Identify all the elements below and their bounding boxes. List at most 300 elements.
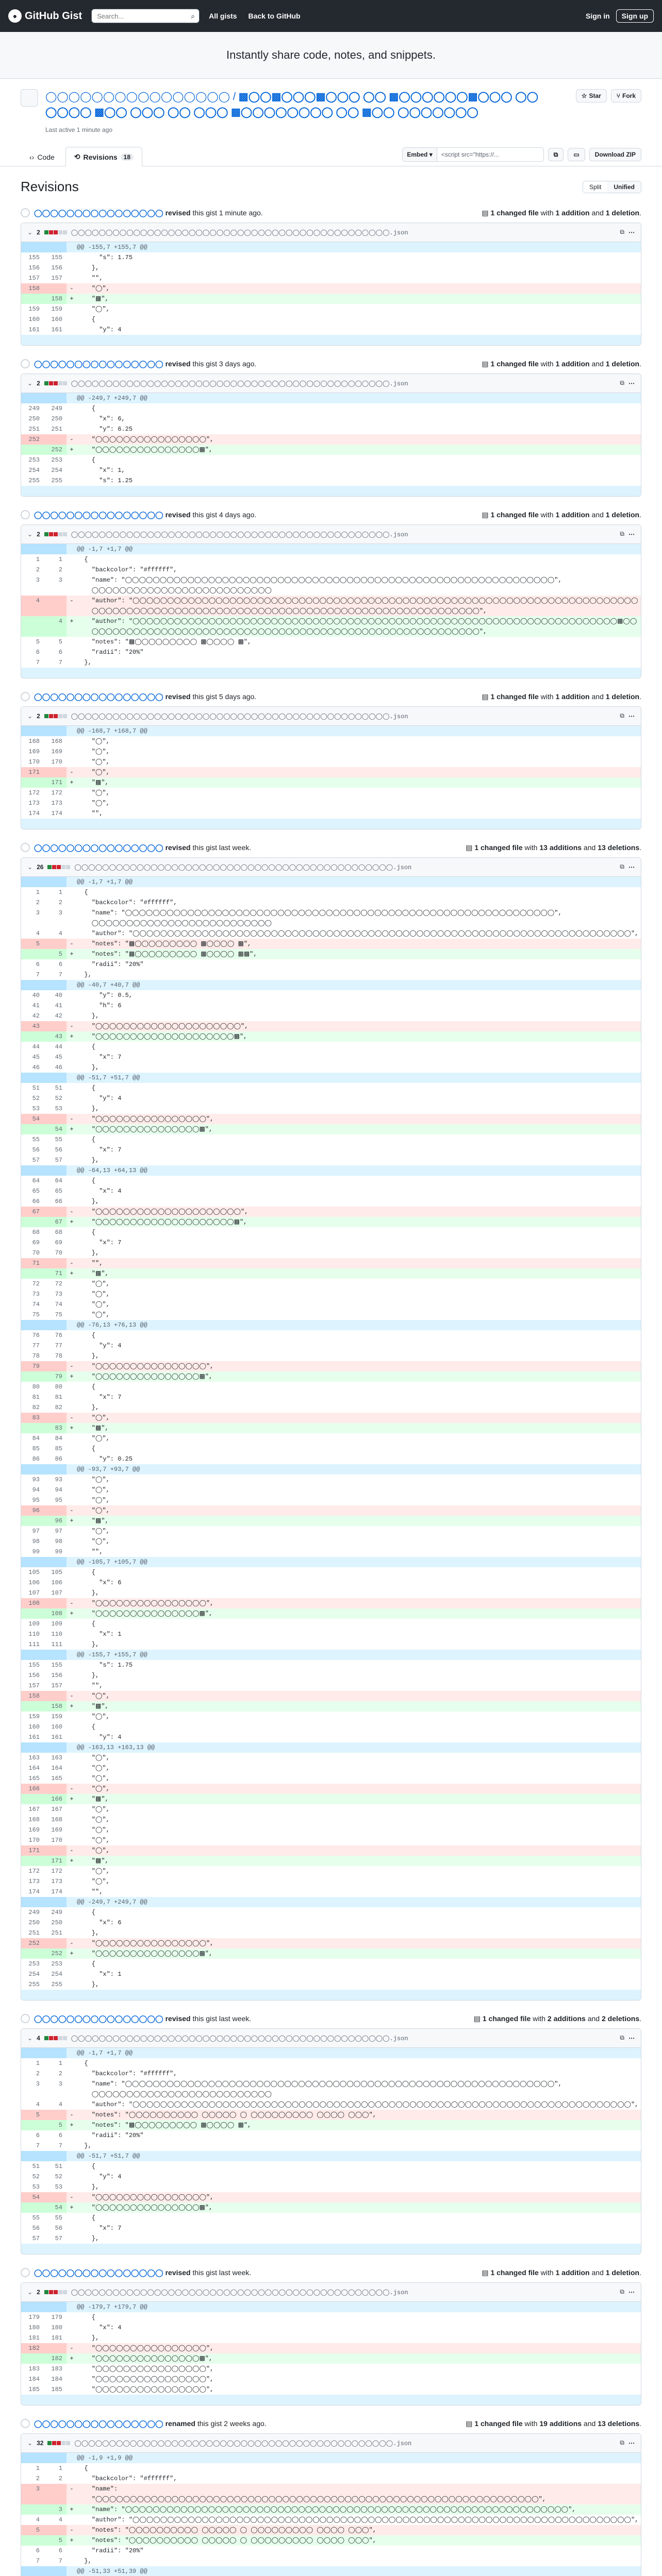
new-line-number[interactable]: 2 xyxy=(58,2070,62,2077)
hunk-header[interactable] xyxy=(21,1557,641,1567)
old-line-number[interactable] xyxy=(21,2120,44,2130)
new-line-number[interactable]: 66 xyxy=(55,1198,62,1205)
old-line-number[interactable]: 3 xyxy=(36,577,40,584)
old-line-number[interactable]: 6 xyxy=(36,2547,40,2554)
old-line-number[interactable]: 155 xyxy=(28,1662,40,1669)
new-line-number[interactable] xyxy=(44,2302,67,2312)
old-line-number[interactable]: 157 xyxy=(28,1682,40,1689)
new-line-number[interactable]: 2 xyxy=(58,899,62,906)
new-line-number[interactable]: 67 xyxy=(44,1217,67,1227)
old-line-number[interactable]: 158 xyxy=(21,1691,44,1701)
old-line-number[interactable] xyxy=(21,606,44,616)
old-line-number[interactable]: 3 xyxy=(36,2080,40,2088)
new-line-number[interactable]: 252 xyxy=(44,445,67,455)
old-line-number[interactable] xyxy=(21,1516,44,1526)
copy-path-icon[interactable]: ⧉ xyxy=(620,2439,624,2447)
new-line-number[interactable]: 40 xyxy=(55,992,62,999)
new-line-number[interactable]: 75 xyxy=(55,1311,62,1318)
new-line-number[interactable]: 250 xyxy=(51,1919,62,1926)
old-line-number[interactable]: 253 xyxy=(28,1960,40,1968)
search-box[interactable] xyxy=(91,9,200,23)
old-line-number[interactable] xyxy=(21,2048,44,2058)
new-line-number[interactable] xyxy=(44,434,67,445)
old-line-number[interactable]: 156 xyxy=(28,264,40,272)
new-line-number[interactable]: 159 xyxy=(51,306,62,313)
old-line-number[interactable]: 171 xyxy=(21,767,44,777)
old-line-number[interactable]: 255 xyxy=(28,1981,40,1988)
new-line-number[interactable]: 44 xyxy=(55,1043,62,1050)
old-line-number[interactable]: 94 xyxy=(32,1486,40,1494)
old-line-number[interactable]: 107 xyxy=(28,1589,40,1597)
new-line-number[interactable] xyxy=(44,939,67,949)
new-line-number[interactable]: 108 xyxy=(44,1608,67,1619)
new-line-number[interactable]: 106 xyxy=(51,1579,62,1586)
new-line-number[interactable]: 173 xyxy=(51,800,62,807)
old-line-number[interactable]: 174 xyxy=(28,810,40,817)
new-line-number[interactable] xyxy=(44,726,67,736)
old-line-number[interactable] xyxy=(21,2151,44,2161)
old-line-number[interactable]: 254 xyxy=(28,467,40,474)
old-line-number[interactable]: 4 xyxy=(21,596,44,606)
new-line-number[interactable]: 172 xyxy=(51,1868,62,1875)
old-line-number[interactable] xyxy=(21,1165,44,1176)
new-line-number[interactable] xyxy=(44,1505,67,1516)
expand-lines[interactable] xyxy=(21,819,641,829)
old-line-number[interactable] xyxy=(21,777,44,788)
new-line-number[interactable]: 5 xyxy=(44,949,67,959)
old-line-number[interactable]: 54 xyxy=(21,1114,44,1124)
embed-select[interactable]: Embed ▾ xyxy=(403,148,437,161)
old-line-number[interactable]: 54 xyxy=(21,2192,44,2202)
new-line-number[interactable] xyxy=(44,1258,67,1268)
new-line-number[interactable]: 249 xyxy=(51,405,62,412)
chevron-down-icon[interactable]: ⌄ xyxy=(27,380,33,387)
new-line-number[interactable]: 255 xyxy=(51,1981,62,1988)
new-line-number[interactable] xyxy=(44,626,67,637)
hunk-header[interactable] xyxy=(21,877,641,887)
new-line-number[interactable]: 74 xyxy=(55,1301,62,1308)
new-line-number[interactable]: 2 xyxy=(58,2475,62,2482)
old-line-number[interactable]: 1 xyxy=(36,889,40,896)
old-line-number[interactable]: 95 xyxy=(32,1497,40,1504)
old-line-number[interactable] xyxy=(21,2089,44,2099)
old-line-number[interactable]: 64 xyxy=(32,1177,40,1184)
old-line-number[interactable]: 161 xyxy=(28,1734,40,1741)
new-line-number[interactable] xyxy=(44,1073,67,1083)
new-line-number[interactable]: 169 xyxy=(51,748,62,755)
revision-author[interactable]: ◯◯◯◯◯◯◯◯◯◯◯◯◯◯◯◯ xyxy=(34,359,163,368)
old-line-number[interactable]: 76 xyxy=(32,1332,40,1339)
new-line-number[interactable]: 254 xyxy=(51,467,62,474)
new-line-number[interactable] xyxy=(44,283,67,294)
tab-revisions[interactable] xyxy=(65,147,142,166)
old-line-number[interactable] xyxy=(21,1742,44,1753)
new-line-number[interactable] xyxy=(44,596,67,606)
old-line-number[interactable]: 70 xyxy=(32,1249,40,1257)
hunk-header[interactable] xyxy=(21,393,641,403)
new-line-number[interactable] xyxy=(44,1207,67,1217)
new-line-number[interactable]: 111 xyxy=(51,1641,62,1648)
old-line-number[interactable] xyxy=(21,1701,44,1711)
old-line-number[interactable] xyxy=(21,393,44,403)
old-line-number[interactable]: 78 xyxy=(32,1352,40,1360)
new-line-number[interactable] xyxy=(44,1650,67,1660)
new-line-number[interactable]: 6 xyxy=(58,649,62,656)
new-line-number[interactable]: 5 xyxy=(44,2535,67,2546)
old-line-number[interactable]: 57 xyxy=(32,1157,40,1164)
old-line-number[interactable]: 252 xyxy=(21,434,44,445)
copy-path-icon[interactable]: ⧉ xyxy=(620,531,624,538)
hunk-header[interactable] xyxy=(21,2566,641,2576)
search-icon[interactable]: ⌕ xyxy=(191,11,195,20)
split-button[interactable]: Split xyxy=(589,183,602,191)
old-line-number[interactable]: 251 xyxy=(28,426,40,433)
kebab-icon[interactable]: ⋯ xyxy=(628,380,635,387)
old-line-number[interactable] xyxy=(21,544,44,554)
new-line-number[interactable]: 251 xyxy=(51,1929,62,1937)
revision-author[interactable]: ◯◯◯◯◯◯◯◯◯◯◯◯◯◯◯◯ xyxy=(34,2268,163,2277)
old-line-number[interactable]: 155 xyxy=(28,254,40,261)
new-line-number[interactable] xyxy=(44,1897,67,1907)
new-line-number[interactable] xyxy=(44,2525,67,2535)
old-line-number[interactable]: 72 xyxy=(32,1280,40,1287)
copy-path-icon[interactable]: ⧉ xyxy=(620,229,624,236)
new-line-number[interactable] xyxy=(44,767,67,777)
old-line-number[interactable]: 2 xyxy=(36,566,40,573)
new-line-number[interactable] xyxy=(44,2110,67,2120)
new-line-number[interactable]: 77 xyxy=(55,1342,62,1349)
hunk-header[interactable] xyxy=(21,2151,641,2161)
new-line-number[interactable]: 78 xyxy=(55,1352,62,1360)
hunk-header[interactable] xyxy=(21,1464,641,1475)
new-line-number[interactable]: 185 xyxy=(51,2386,62,2393)
new-line-number[interactable]: 6 xyxy=(58,2132,62,2139)
old-line-number[interactable]: 65 xyxy=(32,1188,40,1195)
old-line-number[interactable]: 184 xyxy=(28,2376,40,2383)
new-line-number[interactable]: 174 xyxy=(51,810,62,817)
new-line-number[interactable]: 72 xyxy=(55,1280,62,1287)
new-line-number[interactable]: 159 xyxy=(51,1713,62,1720)
file-path[interactable]: ◯◯◯◯◯◯◯◯◯◯◯◯◯◯◯◯◯◯◯◯◯◯◯◯◯◯◯◯◯◯◯◯◯◯◯◯◯◯◯◯◯◯◯◯◯◯.json xyxy=(71,229,408,236)
new-line-number[interactable]: 7 xyxy=(58,2142,62,2149)
old-line-number[interactable]: 111 xyxy=(28,1641,40,1648)
new-line-number[interactable]: 76 xyxy=(55,1332,62,1339)
new-line-number[interactable]: 97 xyxy=(55,1528,62,1535)
new-line-number[interactable]: 6 xyxy=(58,2547,62,2554)
new-line-number[interactable]: 253 xyxy=(51,1960,62,1968)
new-line-number[interactable]: 98 xyxy=(55,1538,62,1545)
old-line-number[interactable]: 74 xyxy=(32,1301,40,1308)
revision-author[interactable]: ◯◯◯◯◯◯◯◯◯◯◯◯◯◯◯◯ xyxy=(34,692,163,701)
new-line-number[interactable] xyxy=(44,1361,67,1371)
new-line-number[interactable]: 3 xyxy=(58,909,62,917)
new-line-number[interactable] xyxy=(44,1464,67,1475)
old-line-number[interactable]: 174 xyxy=(28,1888,40,1895)
new-line-number[interactable] xyxy=(44,606,67,616)
revision-time[interactable]: this gist last week. xyxy=(192,2268,252,2277)
old-line-number[interactable]: 179 xyxy=(28,2314,40,2321)
new-line-number[interactable]: 52 xyxy=(55,2173,62,2180)
new-line-number[interactable] xyxy=(44,1413,67,1423)
old-line-number[interactable]: 6 xyxy=(36,649,40,656)
old-line-number[interactable]: 170 xyxy=(28,758,40,766)
hunk-header[interactable] xyxy=(21,1165,641,1176)
new-line-number[interactable]: 163 xyxy=(51,1754,62,1761)
old-line-number[interactable] xyxy=(21,1856,44,1866)
revision-time[interactable]: this gist last week. xyxy=(192,843,252,852)
old-line-number[interactable]: 183 xyxy=(28,2365,40,2372)
old-line-number[interactable]: 3 xyxy=(21,2484,44,2494)
expand-lines[interactable] xyxy=(21,1990,641,2000)
new-line-number[interactable] xyxy=(44,980,67,990)
old-line-number[interactable]: 96 xyxy=(21,1505,44,1516)
new-line-number[interactable]: 56 xyxy=(55,2225,62,2232)
new-line-number[interactable]: 1 xyxy=(58,889,62,896)
old-line-number[interactable]: 2 xyxy=(36,2475,40,2482)
new-line-number[interactable]: 4 xyxy=(44,616,67,626)
old-line-number[interactable] xyxy=(21,1650,44,1660)
kebab-icon[interactable]: ⋯ xyxy=(628,2035,635,2042)
old-line-number[interactable]: 109 xyxy=(28,1620,40,1628)
new-line-number[interactable]: 99 xyxy=(55,1548,62,1555)
old-line-number[interactable]: 2 xyxy=(36,899,40,906)
old-line-number[interactable]: 56 xyxy=(32,1146,40,1154)
old-line-number[interactable]: 84 xyxy=(32,1435,40,1442)
new-line-number[interactable]: 81 xyxy=(55,1394,62,1401)
old-line-number[interactable]: 77 xyxy=(32,1342,40,1349)
old-line-number[interactable]: 251 xyxy=(28,1929,40,1937)
gist-name-link[interactable]: ▩◯◯▩◯◯◯▩◯◯◯ ◯◯ ▩◯◯◯◯◯◯▩◯◯◯ ◯◯ ◯◯◯◯ ▩◯◯ ◯◯◯ ◯◯ ◯◯◯ ▩◯◯◯◯◯◯◯◯ ◯◯ ▩◯◯ ◯◯◯◯◯◯◯ xyxy=(45,91,538,118)
old-line-number[interactable]: 82 xyxy=(32,1404,40,1411)
old-line-number[interactable]: 159 xyxy=(28,1713,40,1720)
old-line-number[interactable]: 55 xyxy=(32,2214,40,2222)
revision-author[interactable]: ◯◯◯◯◯◯◯◯◯◯◯◯◯◯◯◯ xyxy=(34,208,163,217)
new-line-number[interactable]: 182 xyxy=(44,2353,67,2364)
old-line-number[interactable]: 4 xyxy=(36,2101,40,2108)
new-line-number[interactable]: 57 xyxy=(55,1157,62,1164)
new-line-number[interactable]: 79 xyxy=(44,1371,67,1382)
new-line-number[interactable] xyxy=(44,2343,67,2353)
kebab-icon[interactable]: ⋯ xyxy=(628,2439,635,2447)
old-line-number[interactable] xyxy=(21,2202,44,2213)
new-line-number[interactable]: 64 xyxy=(55,1177,62,1184)
new-line-number[interactable]: 179 xyxy=(51,2314,62,2321)
old-line-number[interactable]: 97 xyxy=(32,1528,40,1535)
chevron-down-icon[interactable]: ⌄ xyxy=(27,229,33,236)
new-line-number[interactable]: 54 xyxy=(44,1124,67,1134)
new-line-number[interactable]: 174 xyxy=(51,1888,62,1895)
new-line-number[interactable]: 158 xyxy=(44,1701,67,1711)
new-line-number[interactable]: 170 xyxy=(51,758,62,766)
new-line-number[interactable]: 94 xyxy=(55,1486,62,1494)
new-line-number[interactable]: 160 xyxy=(51,1723,62,1731)
copy-path-icon[interactable]: ⧉ xyxy=(620,713,624,720)
old-line-number[interactable]: 169 xyxy=(28,1826,40,1834)
old-line-number[interactable]: 93 xyxy=(32,1476,40,1483)
new-line-number[interactable]: 43 xyxy=(44,1031,67,1042)
new-line-number[interactable]: 86 xyxy=(55,1455,62,1463)
gist-logo[interactable] xyxy=(8,9,82,23)
old-line-number[interactable]: 160 xyxy=(28,1723,40,1731)
new-line-number[interactable] xyxy=(44,877,67,887)
old-line-number[interactable]: 52 xyxy=(32,2173,40,2180)
new-line-number[interactable] xyxy=(44,1938,67,1948)
old-line-number[interactable] xyxy=(21,1464,44,1475)
new-line-number[interactable] xyxy=(44,2494,67,2504)
old-line-number[interactable]: 168 xyxy=(28,1816,40,1823)
old-line-number[interactable]: 158 xyxy=(21,283,44,294)
new-line-number[interactable] xyxy=(44,1598,67,1608)
sign-up-button[interactable]: Sign up xyxy=(616,9,654,23)
old-line-number[interactable] xyxy=(21,2566,44,2576)
new-line-number[interactable]: 3 xyxy=(44,2504,67,2515)
old-line-number[interactable]: 105 xyxy=(28,1569,40,1576)
old-line-number[interactable]: 1 xyxy=(36,2060,40,2067)
old-line-number[interactable]: 80 xyxy=(32,1383,40,1391)
old-line-number[interactable]: 173 xyxy=(28,1878,40,1885)
old-line-number[interactable]: 86 xyxy=(32,1455,40,1463)
old-line-number[interactable]: 44 xyxy=(32,1043,40,1050)
search-input[interactable] xyxy=(96,12,191,21)
new-line-number[interactable]: 57 xyxy=(55,2235,62,2242)
new-line-number[interactable] xyxy=(44,1845,67,1856)
old-line-number[interactable]: 41 xyxy=(32,1002,40,1009)
revision-time[interactable]: this gist 2 weeks ago. xyxy=(197,2419,267,2428)
new-line-number[interactable]: 52 xyxy=(55,1095,62,1102)
chevron-down-icon[interactable]: ⌄ xyxy=(27,531,33,538)
new-line-number[interactable]: 181 xyxy=(51,2334,62,2342)
new-line-number[interactable]: 3 xyxy=(58,2080,62,2088)
old-line-number[interactable]: 75 xyxy=(32,1311,40,1318)
new-line-number[interactable]: 69 xyxy=(55,1239,62,1246)
old-line-number[interactable]: 73 xyxy=(32,1291,40,1298)
new-line-number[interactable]: 250 xyxy=(51,415,62,422)
old-line-number[interactable]: 249 xyxy=(28,405,40,412)
old-line-number[interactable]: 6 xyxy=(36,961,40,968)
new-line-number[interactable]: 82 xyxy=(55,1404,62,1411)
old-line-number[interactable]: 156 xyxy=(28,1672,40,1679)
old-line-number[interactable]: 3 xyxy=(36,909,40,917)
old-line-number[interactable] xyxy=(21,585,44,596)
new-line-number[interactable]: 172 xyxy=(51,789,62,796)
file-path[interactable]: ◯◯◯◯◯◯◯◯◯◯◯◯◯◯◯◯◯◯◯◯◯◯◯◯◯◯◯◯◯◯◯◯◯◯◯◯◯◯◯◯◯◯◯◯◯◯.json xyxy=(71,713,408,720)
old-line-number[interactable]: 253 xyxy=(28,456,40,464)
new-line-number[interactable]: 56 xyxy=(55,1146,62,1154)
revision-author[interactable]: ◯◯◯◯◯◯◯◯◯◯◯◯◯◯◯◯ xyxy=(34,2014,163,2023)
old-line-number[interactable]: 173 xyxy=(28,800,40,807)
new-line-number[interactable]: 164 xyxy=(51,1765,62,1772)
kebab-icon[interactable]: ⋯ xyxy=(628,531,635,538)
revision-author[interactable]: ◯◯◯◯◯◯◯◯◯◯◯◯◯◯◯◯ xyxy=(34,510,163,519)
old-line-number[interactable]: 167 xyxy=(28,1806,40,1813)
old-line-number[interactable] xyxy=(21,1557,44,1567)
expand-lines[interactable] xyxy=(21,2395,641,2405)
new-line-number[interactable]: 110 xyxy=(51,1631,62,1638)
file-path[interactable]: ◯◯◯◯◯◯◯◯◯◯◯◯◯◯◯◯◯◯◯◯◯◯◯◯◯◯◯◯◯◯◯◯◯◯◯◯◯◯◯◯◯◯◯◯◯◯.json xyxy=(71,531,408,538)
new-line-number[interactable]: 1 xyxy=(58,556,62,563)
old-line-number[interactable] xyxy=(21,949,44,959)
old-line-number[interactable]: 7 xyxy=(36,2557,40,2565)
new-line-number[interactable]: 84 xyxy=(55,1435,62,1442)
new-line-number[interactable]: 51 xyxy=(55,2163,62,2170)
old-line-number[interactable]: 1 xyxy=(36,556,40,563)
new-line-number[interactable]: 42 xyxy=(55,1012,62,1020)
new-line-number[interactable]: 53 xyxy=(55,1105,62,1112)
new-line-number[interactable]: 160 xyxy=(51,316,62,323)
new-line-number[interactable] xyxy=(44,2089,67,2099)
old-line-number[interactable]: 7 xyxy=(36,971,40,978)
nav-all-gists[interactable]: All gists xyxy=(209,12,237,20)
new-line-number[interactable] xyxy=(44,544,67,554)
old-line-number[interactable]: 185 xyxy=(28,2386,40,2393)
hunk-header[interactable] xyxy=(21,2048,641,2058)
new-line-number[interactable]: 171 xyxy=(44,777,67,788)
file-path[interactable]: ◯◯◯◯◯◯◯◯◯◯◯◯◯◯◯◯◯◯◯◯◯◯◯◯◯◯◯◯◯◯◯◯◯◯◯◯◯◯◯◯◯◯◯◯◯◯.json xyxy=(74,863,412,871)
old-line-number[interactable]: 68 xyxy=(32,1229,40,1236)
new-line-number[interactable] xyxy=(44,1557,67,1567)
old-line-number[interactable] xyxy=(21,1794,44,1804)
copy-path-icon[interactable]: ⧉ xyxy=(620,380,624,387)
new-line-number[interactable]: 156 xyxy=(51,1672,62,1679)
old-line-number[interactable] xyxy=(21,616,44,626)
new-line-number[interactable]: 167 xyxy=(51,1806,62,1813)
old-line-number[interactable]: 2 xyxy=(36,2070,40,2077)
new-line-number[interactable]: 71 xyxy=(44,1268,67,1279)
new-line-number[interactable]: 254 xyxy=(51,1971,62,1978)
old-line-number[interactable]: 6 xyxy=(36,2132,40,2139)
new-line-number[interactable]: 2 xyxy=(58,566,62,573)
old-line-number[interactable]: 1 xyxy=(36,2465,40,2472)
new-line-number[interactable]: 73 xyxy=(55,1291,62,1298)
new-line-number[interactable]: 4 xyxy=(58,930,62,937)
new-line-number[interactable] xyxy=(44,2048,67,2058)
old-line-number[interactable]: 7 xyxy=(36,659,40,666)
old-line-number[interactable]: 99 xyxy=(32,1548,40,1555)
new-line-number[interactable]: 55 xyxy=(55,1136,62,1143)
new-line-number[interactable]: 95 xyxy=(55,1497,62,1504)
new-line-number[interactable]: 5 xyxy=(44,2120,67,2130)
old-line-number[interactable] xyxy=(21,726,44,736)
copy-path-icon[interactable]: ⧉ xyxy=(620,2289,624,2296)
hunk-header[interactable] xyxy=(21,1073,641,1083)
hunk-header[interactable] xyxy=(21,1320,641,1330)
new-line-number[interactable] xyxy=(44,2453,67,2463)
file-path[interactable]: ◯◯◯◯◯◯◯◯◯◯◯◯◯◯◯◯◯◯◯◯◯◯◯◯◯◯◯◯◯◯◯◯◯◯◯◯◯◯◯◯◯◯◯◯◯◯.json xyxy=(71,2289,408,2296)
new-line-number[interactable] xyxy=(44,585,67,596)
new-line-number[interactable]: 46 xyxy=(55,1064,62,1071)
old-line-number[interactable]: 252 xyxy=(21,1938,44,1948)
new-line-number[interactable] xyxy=(44,2151,67,2161)
old-line-number[interactable] xyxy=(21,1608,44,1619)
new-line-number[interactable]: 157 xyxy=(51,1682,62,1689)
old-line-number[interactable]: 43 xyxy=(21,1021,44,1031)
old-line-number[interactable]: 5 xyxy=(36,638,40,646)
new-line-number[interactable]: 5 xyxy=(58,638,62,646)
expand-lines[interactable] xyxy=(21,668,641,678)
old-line-number[interactable]: 182 xyxy=(21,2343,44,2353)
old-line-number[interactable]: 52 xyxy=(32,1095,40,1102)
new-line-number[interactable]: 252 xyxy=(44,1948,67,1959)
old-line-number[interactable]: 108 xyxy=(21,1598,44,1608)
old-line-number[interactable]: 170 xyxy=(28,1837,40,1844)
old-line-number[interactable]: 106 xyxy=(28,1579,40,1586)
new-line-number[interactable]: 105 xyxy=(51,1569,62,1576)
new-line-number[interactable]: 169 xyxy=(51,1826,62,1834)
new-line-number[interactable]: 51 xyxy=(55,1084,62,1092)
hunk-header[interactable] xyxy=(21,1650,641,1660)
new-line-number[interactable] xyxy=(44,918,67,928)
old-line-number[interactable]: 71 xyxy=(21,1258,44,1268)
